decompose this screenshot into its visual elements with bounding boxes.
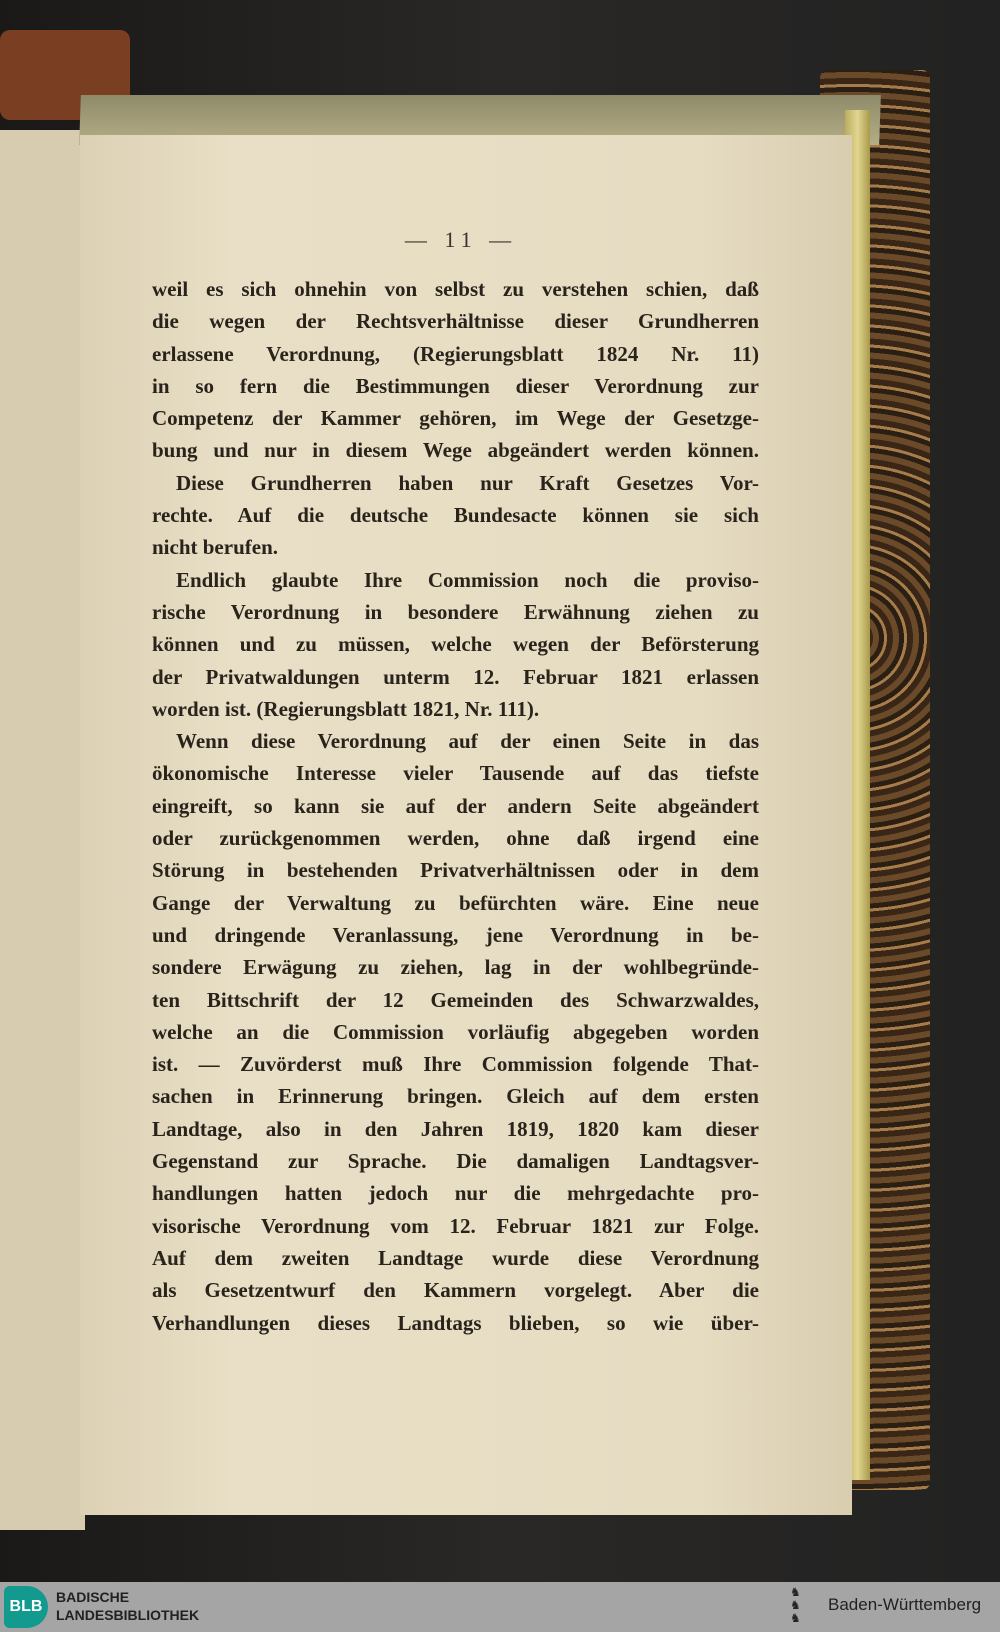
text-line: können und zu müssen, welche wegen der Beförsterung <box>152 632 759 657</box>
text-line: worden ist. (Regierungsblatt 1821, Nr. 111). <box>152 696 540 721</box>
text-line: Gange der Verwaltung zu befürchten wäre. Eine neue <box>152 890 759 915</box>
text-line: ökonomische Interesse vieler Tausende auf das tiefste <box>152 761 759 786</box>
blb-logo[interactable]: BLB <box>4 1586 48 1628</box>
page-text <box>152 273 759 1339</box>
text-line: nicht berufen. <box>152 535 278 560</box>
text-line: ten Bittschrift der 12 Gemeinden des Schwarzwaldes, <box>152 987 759 1012</box>
text-line: visorische Verordnung vom 12. Februar 1821 zur Folge. <box>152 1213 759 1238</box>
text-line: bung und nur in diesem Wege abgeändert werden können. <box>152 438 759 463</box>
text-line: Auf dem zweiten Landtage wurde diese Verordnung <box>152 1245 759 1270</box>
lions-crest-icon: ♞ ♞ ♞ <box>790 1585 801 1625</box>
text-line: die wegen der Rechtsverhältnisse dieser Grundherren <box>152 309 759 334</box>
text-line: sachen in Erinnerung bringen. Gleich auf dem ersten <box>152 1084 759 1109</box>
text-line: rische Verordnung in besondere Erwähnung ziehen zu <box>152 599 759 624</box>
text-line: und dringende Veranlassung, jene Verordnung in be- <box>152 922 759 947</box>
left-page-fragment <box>0 130 85 1530</box>
text-line: ist. — Zuvörderst muß Ihre Commission folgende That- <box>152 1052 759 1077</box>
text-line: rechte. Auf die deutsche Bundesacte können sie sich <box>152 503 759 528</box>
text-line: in so fern die Bestimmungen dieser Verordnung zur <box>152 373 759 398</box>
text-line: Diese Grundherren haben nur Kraft Gesetzes Vor- <box>176 470 759 495</box>
text-line: Competenz der Kammer gehören, im Wege der Gesetzge- <box>152 406 759 431</box>
text-line: weil es sich ohnehin von selbst zu verstehen schien, daß <box>152 277 759 301</box>
text-line: Landtage, also in den Jahren 1819, 1820 kam dieser <box>152 1116 759 1141</box>
text-line: welche an die Commission vorläufig abgegeben worden <box>152 1019 759 1044</box>
text-line: handlungen hatten jedoch nur die mehrgedachte pro- <box>152 1181 759 1206</box>
page-number: — 11 — <box>404 227 518 252</box>
text-line: Gegenstand zur Sprache. Die damaligen Landtagsver- <box>152 1149 759 1174</box>
text-line: erlassene Verordnung, (Regierungsblatt 1824 Nr. 11) <box>152 341 759 366</box>
library-name-line2: LANDESBIBLIOTHEK <box>56 1607 200 1623</box>
text-line: Wenn diese Verordnung auf der einen Seite in das <box>176 729 759 754</box>
text-line: Verhandlungen dieses Landtags blieben, so wie über- <box>152 1310 759 1335</box>
text-line: eingreift, so kann sie auf der andern Seite abgeändert <box>152 793 759 818</box>
library-name[interactable] <box>56 1588 199 1624</box>
book-page <box>80 135 852 1515</box>
text-line: Endlich glaubte Ihre Commission noch die proviso- <box>176 567 759 592</box>
text-line: Störung in bestehenden Privatverhältnissen oder in dem <box>152 858 759 883</box>
state-name[interactable]: Baden-Württemberg <box>828 1595 982 1614</box>
text-line: oder zurückgenommen werden, ohne daß irgend eine <box>152 826 759 851</box>
text-line: als Gesetzentwurf den Kammern vorgelegt. Aber die <box>152 1278 759 1303</box>
library-name-line1: BADISCHE <box>56 1589 130 1605</box>
text-line: sondere Erwägung zu ziehen, lag in der wohlbegründe- <box>152 955 759 980</box>
text-line: der Privatwaldungen unterm 12. Februar 1821 erlassen <box>152 664 759 689</box>
footer-bar <box>0 1582 1000 1632</box>
